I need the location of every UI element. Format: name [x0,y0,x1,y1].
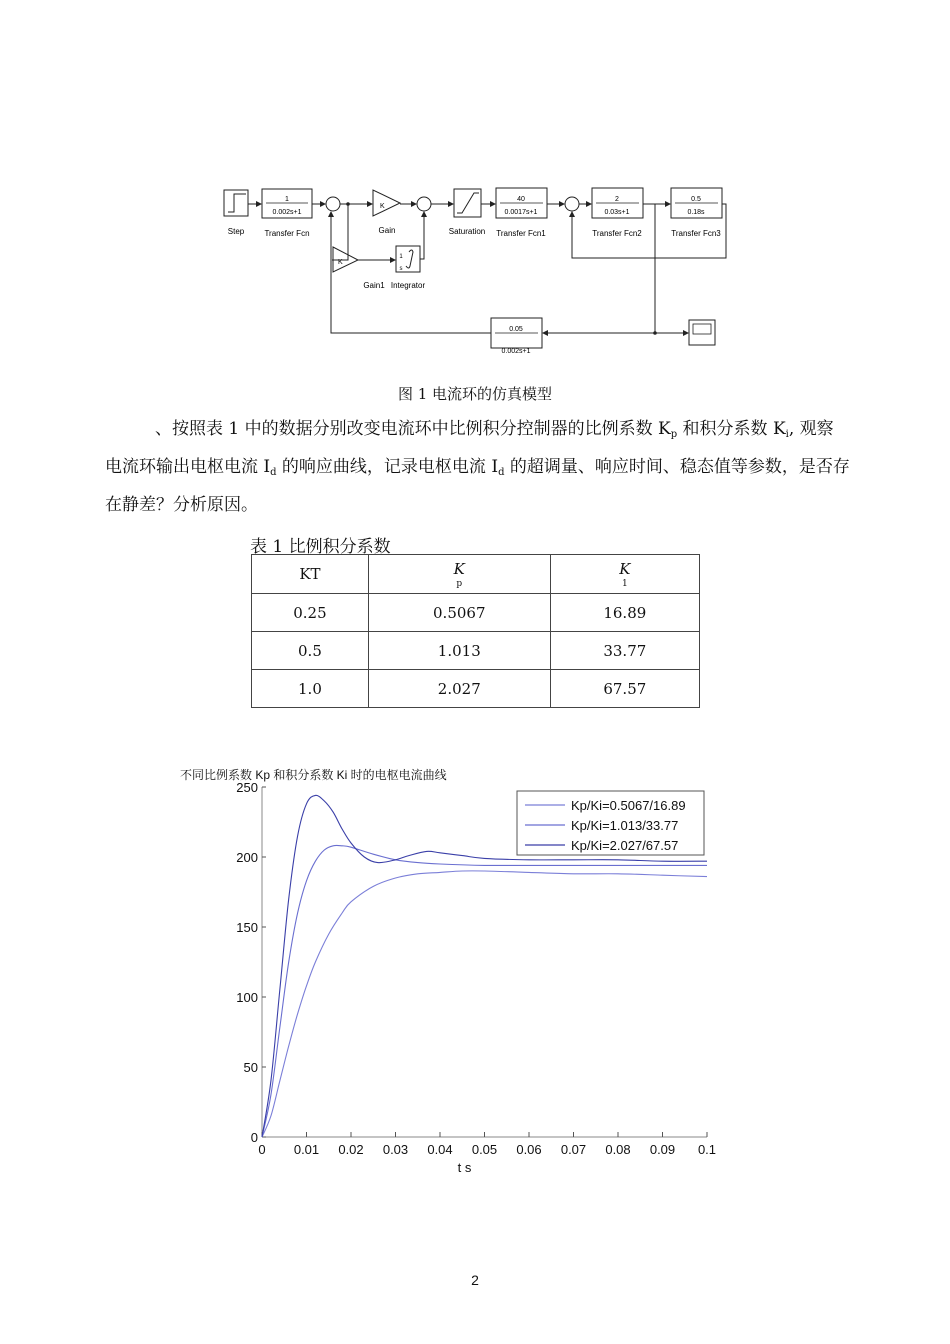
table-title: 表 1 比例积分系数 [250,537,391,557]
header-kt: KT [252,555,369,594]
svg-text:0.5: 0.5 [691,196,701,203]
svg-text:0.05: 0.05 [509,326,523,333]
table-row [252,594,700,632]
svg-text:0.002s+1: 0.002s+1 [272,209,302,216]
svg-text:0.0017s+1: 0.0017s+1 [504,209,538,216]
table-cell: 0.5 [252,632,369,670]
sum-junction-1 [326,197,340,211]
svg-text:Transfer Fcn1: Transfer Fcn1 [496,229,546,238]
svg-text:2: 2 [615,196,619,203]
armature-current-chart [180,780,730,1180]
svg-text:0.002s+1: 0.002s+1 [501,348,531,355]
saturation-block [449,189,485,236]
chart-title: 不同比例系数 Kp 和积分系数 Ki 时的电枢电流曲线 [180,768,447,782]
svg-text:Transfer Fcn2: Transfer Fcn2 [592,229,642,238]
svg-text:Transfer Fcn: Transfer Fcn [264,229,310,238]
table-row [252,632,700,670]
transfer-fcn1-block [496,188,547,238]
gain-block [373,190,400,235]
x-tick-label: 0.01 [293,1142,320,1157]
legend-entry: Kp/Ki=0.5067/16.89 [571,798,686,813]
y-tick-label: 0 [250,1130,258,1145]
figure-caption: 图 1 电流环的仿真模型 [397,385,553,403]
x-tick-label: 0.07 [560,1142,587,1157]
table-header-row [252,555,700,594]
instruction-paragraph: 、按照表 1 中的数据分别改变电流环中比例积分控制器的比例系数 $K_p$ 和积分系数 $K_i$, 观察电流环输出电枢电流 $I_d$ 的响应曲线，记录电枢电流 $I_d$ 的超调量、响应时间、稳态值等参数，是否存在静差？分析原因。 [105,419,850,515]
table-cell: 33.77 [550,632,699,670]
svg-text:K: K [380,203,385,210]
table-cell: 16.89 [550,594,699,632]
pi-coefficient-table [251,554,700,708]
table-row [252,670,700,708]
sum-junction-2 [417,197,431,211]
svg-text:Transfer Fcn3: Transfer Fcn3 [671,229,721,238]
svg-text:s: s [399,266,403,272]
transfer-fcn2-block [592,188,643,238]
x-tick-label: 0.04 [427,1142,453,1157]
legend-entry: Kp/Ki=1.013/33.77 [571,818,679,833]
svg-text:Gain1: Gain1 [363,281,385,290]
table-cell: 0.25 [252,594,369,632]
svg-text:Gain: Gain [378,226,396,235]
scope-block [689,320,715,345]
legend-entry: Kp/Ki=2.027/67.57 [571,838,679,853]
svg-text:K: K [338,259,343,266]
y-tick-label: 200 [236,850,258,865]
svg-text:1: 1 [399,254,403,260]
page-number: 2 [471,1272,479,1288]
svg-text:Integrator: Integrator [390,281,426,290]
x-tick-label: 0.1 [697,1142,717,1157]
integrator-block [391,246,426,290]
simulink-diagram [215,180,735,365]
y-tick-label: 150 [236,920,258,935]
x-tick-label: 0.02 [338,1142,364,1157]
diagram-wires [248,202,726,335]
header-kp: K p [368,555,550,594]
svg-text:Saturation: Saturation [448,227,486,236]
x-tick-label: 0.08 [605,1142,631,1157]
header-ki: K 1 [550,555,699,594]
table-cell: 1.0 [252,670,369,708]
svg-text:40: 40 [517,196,525,203]
y-tick-label: 250 [236,780,258,795]
x-tick-label: 0.03 [382,1142,409,1157]
svg-text:Step: Step [227,227,245,236]
svg-text:0.18s: 0.18s [687,209,705,216]
x-tick-label: 0.05 [471,1142,498,1157]
series-line-1 [262,871,707,1137]
x-tick-label: 0.06 [516,1142,542,1157]
y-tick-label: 50 [243,1060,258,1075]
gain1-block [333,247,385,290]
feedback-transfer-fcn-block [491,318,542,355]
x-tick-label: 0 [258,1142,266,1157]
table-cell: 0.5067 [368,594,550,632]
y-tick-label: 100 [236,990,258,1005]
transfer-fcn-block [262,189,312,238]
step-block [224,190,248,236]
x-axis-label: t s [457,1160,472,1175]
sum-junction-3 [565,197,579,211]
x-tick-label: 0.09 [649,1142,676,1157]
table-cell: 67.57 [550,670,699,708]
svg-text:1: 1 [285,196,289,203]
transfer-fcn3-block [671,188,722,238]
table-cell: 1.013 [368,632,550,670]
table-cell: 2.027 [368,670,550,708]
svg-text:0.03s+1: 0.03s+1 [604,209,630,216]
series-line-2 [262,845,707,1137]
